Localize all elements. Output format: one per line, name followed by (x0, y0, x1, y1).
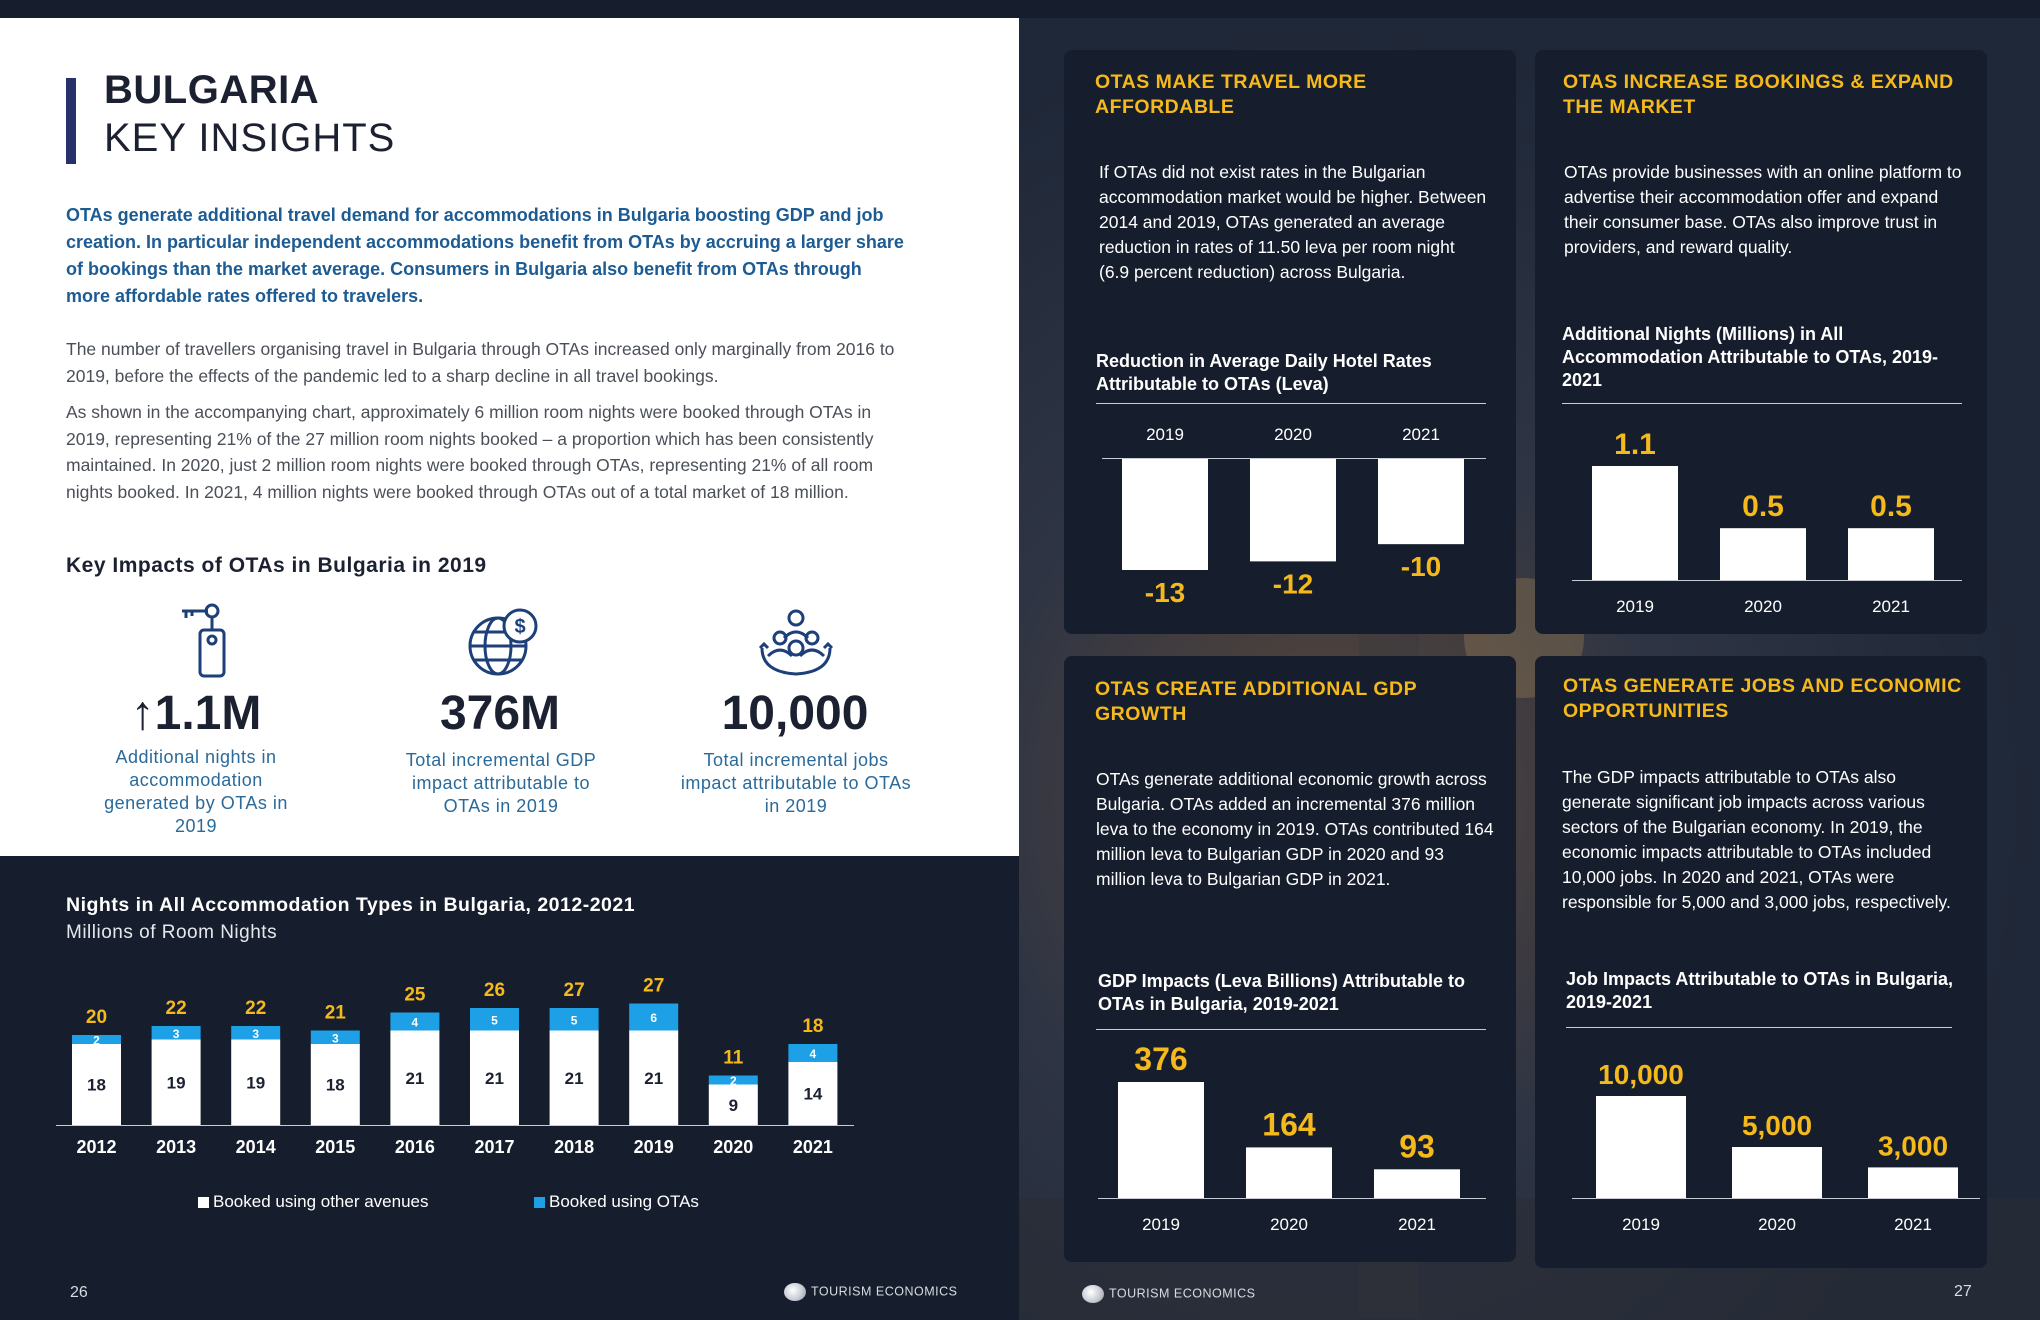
label-other-avenues: 19 (246, 1073, 266, 1093)
chart-title-divider (1566, 1027, 1952, 1028)
card-bookings-heading: OTAS INCREASE BOOKINGS & EXPAND THE MARKET (1563, 71, 1954, 118)
bar (1592, 466, 1678, 580)
card-jobs-body: The GDP impacts attributable to OTAs also generate significant job impacts across various sectors of the Bulgarian economy. In 2019, the economic impacts attributable to OTAs included 10,000 jobs. In 2020 and 2021, OTAs were responsible for 5,000 and 3,000 jobs, respectively. (1562, 767, 1951, 912)
x-tick-label: 2021 (1398, 1215, 1436, 1234)
value-label: 93 (1399, 1128, 1435, 1165)
nights-bar-chart (1562, 410, 1982, 630)
label-total: 22 (245, 998, 267, 1019)
card-bookings-chart-title: Additional Nights (Millions) in All Accommodation Attributable to OTAs, 2019-2021 (1562, 324, 1939, 390)
label-total: 18 (802, 1016, 824, 1037)
card-gdp-chart-title: GDP Impacts (Leva Billions) Attributable to OTAs in Bulgaria, 2019-2021 (1098, 971, 1466, 1014)
label-other-avenues: 18 (87, 1075, 106, 1095)
people-network-icon (758, 608, 834, 680)
x-tick-label: 2019 (1142, 1215, 1180, 1234)
label-other-avenues: 21 (564, 1068, 584, 1088)
bar (1246, 1147, 1332, 1198)
card-gdp-heading: OTAS CREATE ADDITIONAL GDP GROWTH (1095, 678, 1417, 725)
label-other-avenues: 14 (803, 1084, 823, 1104)
label-other-avenues: 21 (485, 1068, 504, 1088)
card-gdp-body: OTAs generate additional economic growth across Bulgaria. OTAs added an incremental 376 million leva to the economy in 2019. OTAs contributed 164 million leva to Bulgarian GDP in 2020 and 93 million leva to Bulgarian GDP in 2021. (1096, 769, 1494, 889)
bar (1122, 458, 1208, 570)
label-ota: 2 (729, 1074, 737, 1088)
value-label: 5,000 (1741, 1110, 1813, 1141)
label-total: 22 (165, 998, 187, 1019)
x-tick-label: 2021 (1872, 597, 1910, 616)
value-label: 1.1 (1614, 428, 1656, 461)
x-tick-label: 2014 (235, 1137, 276, 1157)
label-ota: 3 (172, 1026, 180, 1041)
brand-logo-left: TOURISM ECONOMICS (784, 1283, 957, 1301)
stat-value-nights: ↑1.1M (130, 687, 262, 740)
label-ota: 6 (650, 1011, 658, 1025)
chart-title-divider (1096, 403, 1486, 404)
title-accent-bar (66, 78, 76, 164)
label-other-avenues: 9 (728, 1095, 739, 1115)
label-total: 27 (643, 975, 665, 997)
x-tick-label: 2020 (1758, 1215, 1796, 1234)
arrow-up-icon: ↑ (130, 687, 155, 740)
label-total: 26 (483, 980, 506, 1001)
card-affordable-chart-title: Reduction in Average Daily Hotel Rates Attributable to OTAs (Leva) (1096, 351, 1432, 394)
value-label: -10 (1400, 551, 1442, 583)
stat-value-jobs: 10,000 (721, 687, 869, 740)
card-jobs-chart-title: Job Impacts Attributable to OTAs in Bulgaria, 2019-2021 (1566, 969, 1954, 1012)
hotel-key-icon (172, 602, 252, 682)
card-bookings-body: OTAs provide businesses with an online platform to advertise their accommodation offer and expand their consumer base. OTAs also improve trust in providers, and reward quality. (1564, 162, 1962, 257)
bar (1378, 458, 1464, 544)
label-total: 27 (563, 980, 585, 1001)
nights-chart-subtitle: Millions of Room Nights (66, 922, 278, 943)
label-other-avenues: 21 (644, 1068, 664, 1088)
x-tick-label: 2020 (713, 1137, 754, 1157)
page-subtitle: KEY INSIGHTS (104, 116, 396, 160)
label-ota: 5 (491, 1013, 498, 1028)
x-tick-label: 2019 (633, 1137, 674, 1157)
value-label: 0.5 (1870, 490, 1912, 524)
label-ota: 3 (252, 1026, 260, 1041)
nights-chart-title: Nights in All Accommodation Types in Bulgaria, 2012-2021 (66, 894, 636, 916)
label-total: 25 (404, 984, 426, 1006)
x-tick-label: 2021 (792, 1137, 833, 1157)
stat-desc-nights: Additional nights in accommodation generated by OTAs in 2019 (104, 747, 288, 836)
jobs-bar-chart (1562, 1036, 1982, 1258)
card-affordable-body: If OTAs did not exist rates in the Bulgarian accommodation market would be higher. Between 2014 and 2019, OTAs generated an average reduction in rates of 11.50 leva per room night (6.9 percent reduction) across Bulgaria. (1099, 162, 1487, 282)
x-tick-label: 2019 (1616, 597, 1654, 616)
card-affordable-heading: OTAS MAKE TRAVEL MORE AFFORDABLE (1095, 71, 1367, 118)
x-tick-label: 2020 (1274, 425, 1312, 444)
x-tick-label: 2013 (156, 1137, 197, 1157)
legend-swatch-white (198, 1197, 209, 1208)
x-tick-label: 2020 (1744, 597, 1782, 616)
x-tick-label: 2019 (1146, 425, 1184, 444)
chart-title-divider (1562, 403, 1962, 404)
bar (1596, 1096, 1686, 1198)
x-tick-label: 2021 (1894, 1215, 1932, 1234)
bar (1732, 1147, 1822, 1198)
x-tick-label: 2017 (474, 1137, 515, 1157)
label-ota: 4 (809, 1047, 817, 1061)
label-other-avenues: 21 (405, 1068, 425, 1088)
key-impacts-heading: Key Impacts of OTAs in Bulgaria in 2019 (66, 554, 487, 577)
page-title: BULGARIA (104, 68, 320, 112)
label-ota: 4 (411, 1015, 419, 1030)
bar (1720, 528, 1806, 580)
x-tick-label: 2021 (1402, 425, 1440, 444)
page-number-right: 27 (1954, 1283, 1972, 1300)
stat-value-gdp: 376M (439, 687, 561, 740)
bar (1250, 458, 1336, 561)
legend-other: Booked using other avenues (198, 1192, 429, 1212)
x-tick-label: 2012 (76, 1137, 117, 1157)
x-tick-label: 2019 (1622, 1215, 1660, 1234)
label-ota: 3 (331, 1031, 339, 1046)
top-strip (0, 0, 2040, 18)
gdp-bar-chart (1096, 1036, 1500, 1256)
svg-text:$: $ (514, 616, 526, 638)
chart-title-divider (1096, 1029, 1486, 1030)
value-label: 0.5 (1742, 490, 1784, 524)
label-total: 21 (324, 1002, 346, 1024)
nights-stacked-bar-chart (40, 960, 920, 1170)
globe-dollar-icon (466, 604, 542, 680)
label-ota: 5 (570, 1013, 578, 1028)
x-tick-label: 2016 (394, 1137, 435, 1157)
value-label: 164 (1262, 1106, 1316, 1143)
label-other-avenues: 18 (325, 1075, 345, 1095)
rates-bar-chart (1096, 410, 1500, 630)
bar (1868, 1167, 1958, 1198)
globe-logo-icon (784, 1283, 806, 1301)
label-ota: 2 (93, 1033, 100, 1048)
label-total: 11 (723, 1047, 744, 1069)
x-tick-label: 2020 (1270, 1215, 1308, 1234)
value-label: -13 (1144, 577, 1186, 608)
stat-desc-jobs: Total incremental jobs impact attributable to OTAs in 2019 (680, 750, 912, 816)
legend-swatch-blue (534, 1197, 545, 1208)
stat-desc-gdp: Total incremental GDP impact attributable to OTAs in 2019 (405, 750, 597, 816)
value-label: 376 (1134, 1041, 1188, 1077)
bar (1118, 1082, 1204, 1198)
x-tick-label: 2015 (315, 1137, 356, 1157)
value-label: -12 (1272, 568, 1314, 600)
body-paragraph-1: The number of travellers organising travel in Bulgaria through OTAs increased only marginally from 2016 to 2019, before the effects of the pandemic led to a sharp decline in all travel bookings. (66, 339, 895, 386)
page-number-left: 26 (70, 1284, 88, 1301)
bar (1848, 528, 1934, 580)
legend-ota: Booked using OTAs (534, 1192, 699, 1212)
brand-logo-right: TOURISM ECONOMICS (1082, 1285, 1255, 1303)
value-label: 10,000 (1598, 1059, 1684, 1090)
body-paragraph-2: As shown in the accompanying chart, approximately 6 million room nights were booked through OTAs in 2019, representing 21% of the 27 million room nights booked – a proportion which has been consistently maintained. In 2020, just 2 million room nights were booked through OTAs, representing 21% of all room nights booked. In 2021, 4 million nights were booked through OTAs out of a total market of 18 million. (66, 402, 874, 502)
label-total: 20 (85, 1007, 108, 1028)
value-label: 3,000 (1877, 1130, 1949, 1162)
lead-paragraph: OTAs generate additional travel demand for accommodations in Bulgaria boosting GDP and job creation. In particular independent accommodations benefit from OTAs by accruing a larger share of bookings than the market average. Consumers in Bulgaria also benefit from OTAs through more affordable rates offered to travelers. (66, 205, 904, 306)
bar (1374, 1169, 1460, 1198)
card-jobs-heading: OTAS GENERATE JOBS AND ECONOMIC OPPORTUNITIES (1563, 675, 1962, 722)
globe-logo-icon (1082, 1285, 1104, 1303)
x-tick-label: 2018 (554, 1137, 595, 1157)
label-other-avenues: 19 (166, 1073, 186, 1093)
